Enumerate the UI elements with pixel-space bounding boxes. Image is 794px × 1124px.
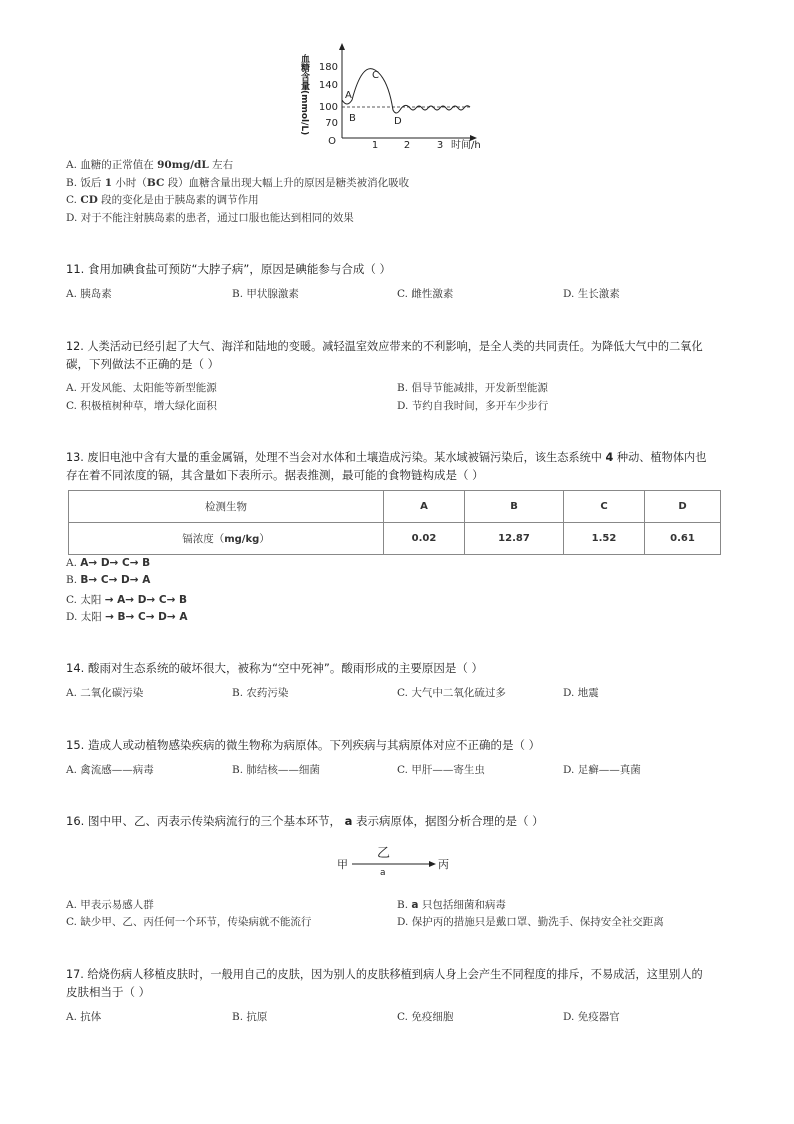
y-axis-arrow [339, 43, 345, 50]
table-header-row [69, 491, 721, 523]
q13-option-a[interactable] [66, 557, 150, 569]
xtick: 3 [436, 140, 444, 151]
food-chain: → B→ C→ D→ A [105, 611, 188, 623]
diagram-node-jia: 甲 [337, 858, 348, 871]
q10-option-d[interactable] [66, 210, 354, 225]
q10-option-b[interactable] [66, 175, 409, 190]
point-label-d: D [394, 116, 402, 127]
q17-stem-line2: 皮肤相当于（ ） [66, 985, 151, 999]
option-text: 段的变化是由于胰岛素的调节作用 [101, 194, 259, 206]
q11-option-b[interactable]: B. 甲状腺激素 [232, 288, 299, 300]
q15-option-a[interactable]: A. 禽流感——病毒 [66, 764, 154, 776]
stem-symbol: a [344, 814, 353, 828]
option-letter: D. [66, 212, 78, 224]
option-letter: D. [66, 611, 78, 623]
xtick: 2 [403, 140, 411, 151]
food-chain: → A→ D→ C→ B [104, 594, 188, 606]
label-text: 镉浓度（ [182, 533, 225, 545]
origin-label: O [328, 136, 336, 147]
q16-option-c[interactable]: C. 缺少甲、乙、丙任何一个环节，传染病就不能流行 [66, 916, 312, 928]
q12-option-d[interactable]: D. 节约自我时间，多开车少步行 [397, 400, 549, 412]
q17-option-c[interactable]: C. 免疫细胞 [397, 1011, 454, 1023]
table-cell: 1.52 [564, 523, 645, 555]
ytick: 180 [318, 62, 338, 73]
table-cell: 12.87 [465, 523, 564, 555]
q11-option-a[interactable]: A. 胰岛素 [66, 288, 112, 300]
q13-stem-line2: 存在着不同浓度的镉，其含量如下表所示。据表推测，最可能的食物链构成是（ ） [66, 468, 484, 482]
table-row [69, 523, 721, 555]
option-text: 小时（ [115, 177, 147, 189]
q13-option-d[interactable] [66, 609, 187, 624]
stem-text: 13. 废旧电池中含有大量的重金属镉，处理不当会对水体和土壤造成污染。某水域被镉污染后，该生态系统中 [66, 451, 602, 464]
q17-option-d[interactable]: D. 免疫器官 [563, 1011, 620, 1023]
blood-sugar-curve [342, 69, 470, 113]
option-letter: B. [66, 177, 78, 189]
q17-stem-line1: 17. 给烧伤病人移植皮肤时，一般用自己的皮肤，因为别人的皮肤移植到病人身上会产生不同程度的排斥，不易成活，这里别人的 [66, 968, 703, 981]
food-chain: A→ D→ C→ B [80, 557, 151, 569]
q15-option-b[interactable]: B. 肺结核——细菌 [232, 764, 320, 776]
y-axis-label: 血糖含量(mmol/L) [299, 54, 309, 136]
q16-option-a[interactable]: A. 甲表示易感人群 [66, 899, 154, 911]
option-letter: A. [66, 557, 77, 569]
table-header-cell: C [564, 491, 645, 523]
q11-option-d[interactable]: D. 生长激素 [563, 288, 620, 300]
table-cell: 0.02 [384, 523, 465, 555]
food-chain: B→ C→ D→ A [80, 574, 151, 586]
point-label-a: A [345, 90, 352, 101]
q14-option-a[interactable]: A. 二氧化碳污染 [66, 687, 144, 699]
q11-stem: 11. 食用加碘食盐可预防“大脖子病”，原因是碘能参与合成（ ） [66, 262, 392, 276]
q17-option-b[interactable]: B. 抗原 [232, 1011, 268, 1023]
stem-text: 种动、植物体内也 [616, 451, 707, 464]
option-letter: C. [66, 594, 77, 606]
option-text: 左右 [212, 159, 234, 171]
q13-stem-line1 [66, 449, 706, 465]
option-letter: C. [66, 194, 77, 206]
q15-stem: 15. 造成人或动植物感染疾病的微生物称为病原体。下列疾病与其病原体对应不正确的是（ ） [66, 738, 541, 752]
x-axis-label: 时间/h [451, 140, 481, 151]
diagram-arrowhead [429, 861, 436, 867]
q13-option-c[interactable] [66, 592, 187, 607]
cadmium-table [68, 490, 721, 555]
ytick: 70 [325, 118, 338, 129]
option-letter: B. [66, 574, 78, 586]
label-unit: mg/kg [224, 534, 260, 545]
option-bold-value: 1 [104, 177, 113, 189]
option-letter: A. [66, 159, 77, 171]
stem-text: 16. 图中甲、乙、丙表示传染病流行的三个基本环节， [66, 814, 341, 828]
xtick: 1 [371, 140, 379, 151]
q12-stem-line2: 碳，下列做法不正确的是（ ） [66, 357, 220, 371]
q12-option-c[interactable]: C. 积极植树种草，增大绿化面积 [66, 400, 217, 412]
q15-option-c[interactable]: C. 甲肝——寄生虫 [397, 764, 485, 776]
option-text: 太阳 [80, 611, 102, 623]
q16-option-b[interactable] [397, 897, 506, 912]
table-header-cell: B [465, 491, 564, 523]
option-bold-value: BC [146, 177, 165, 189]
option-text: 饭后 [80, 177, 102, 189]
option-text: 只包括细菌和病毒 [421, 899, 506, 911]
q12-option-b[interactable]: B. 倡导节能减排，开发新型能源 [397, 382, 548, 394]
stem-text: 表示病原体，据图分析合理的是（ ） [356, 814, 544, 828]
q11-option-c[interactable]: C. 雌性激素 [397, 288, 454, 300]
option-bold-value: a [411, 899, 419, 911]
q14-stem: 14. 酸雨对生态系统的破坏很大，被称为“空中死神”。酸雨形成的主要原因是（ ） [66, 661, 484, 675]
table-row-label [69, 523, 384, 555]
q10-option-a[interactable] [66, 157, 233, 172]
option-bold-value: 90mg/dL [157, 159, 209, 171]
option-text: 段）血糖含量出现大幅上升的原因是糖类被消化吸收 [167, 177, 410, 189]
q10-option-c[interactable] [66, 192, 259, 207]
q13-option-b[interactable] [66, 574, 150, 586]
q14-option-c[interactable]: C. 大气中二氧化硫过多 [397, 687, 506, 699]
q14-option-d[interactable]: D. 地震 [563, 687, 599, 699]
ytick: 100 [318, 102, 338, 113]
table-header-cell: 检测生物 [69, 491, 384, 523]
q12-stem-line1: 12. 人类活动已经引起了大气、海洋和陆地的变暖。减轻温室效应带来的不利影响，是全人类的共同责任。为降低大气中的二氧化 [66, 340, 703, 353]
q15-option-d[interactable]: D. 足癣——真菌 [563, 764, 641, 776]
table-header-cell: A [384, 491, 465, 523]
table-header-cell: D [645, 491, 721, 523]
q17-option-a[interactable]: A. 抗体 [66, 1011, 102, 1023]
blood-sugar-graph [290, 40, 490, 152]
option-text: 血糖的正常值在 [80, 159, 154, 171]
point-label-b: B [349, 113, 356, 124]
diagram-label-a: a [380, 868, 386, 878]
option-text: 对于不能注射胰岛素的患者，通过口服也能达到相同的效果 [80, 212, 354, 224]
option-letter: B. [397, 899, 409, 911]
q16-option-d[interactable]: D. 保护丙的措施只是戴口罩、勤洗手、保持安全社交距离 [397, 916, 664, 928]
point-label-c: C [372, 70, 379, 81]
option-text: 太阳 [80, 594, 102, 606]
label-text: ） [259, 533, 270, 545]
transmission-diagram [332, 842, 460, 882]
table-cell: 0.61 [645, 523, 721, 555]
q16-stem [66, 813, 544, 829]
q14-option-b[interactable]: B. 农药污染 [232, 687, 289, 699]
ytick: 140 [318, 80, 338, 91]
stem-number: 4 [605, 451, 614, 464]
diagram-node-bing: 丙 [438, 858, 449, 871]
diagram-node-yi: 乙 [377, 846, 391, 861]
q12-option-a[interactable]: A. 开发风能、太阳能等新型能源 [66, 382, 217, 394]
option-bold-value: CD [80, 194, 98, 206]
